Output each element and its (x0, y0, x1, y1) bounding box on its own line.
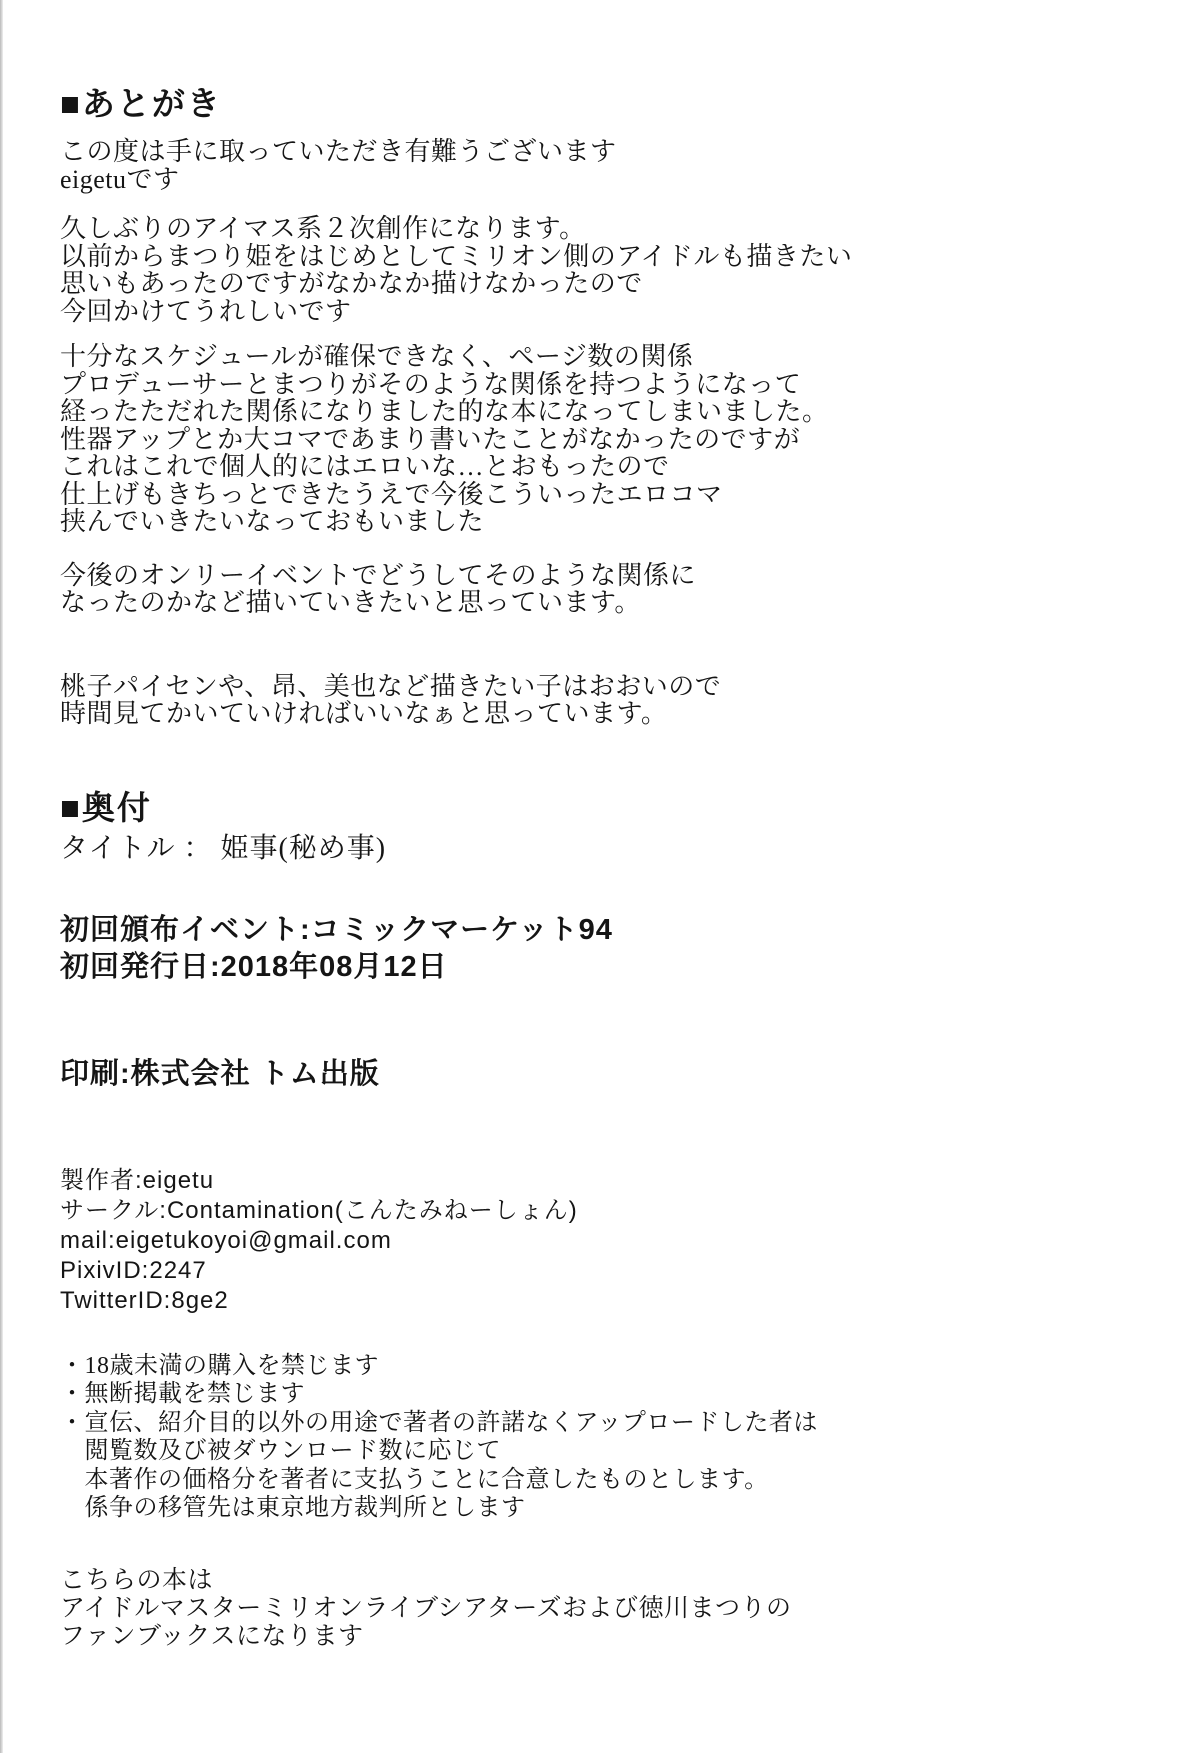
closing-line: こちらの本は (60, 1566, 214, 1594)
notice-line: ・18歳未満の購入を禁じます (60, 1352, 379, 1379)
text-line: 十分なスケジュールが確保できなく、ページ数の関係 (60, 342, 694, 371)
fanbook-note-block (60, 1567, 1160, 1651)
afterword-paragraph (60, 138, 1160, 193)
text-line: eigetuです (60, 164, 180, 194)
text-line: 挟んでいきたいなっておもいました (60, 507, 485, 536)
text-line: プロデューサーとまつりがそのような関係を持つようになって (60, 369, 802, 399)
text-line: 経ったただれた関係になりました的な本になってしまいました。 (60, 397, 829, 426)
text-line: 仕上げもきちっとできたうえで今後こういったエロコマ (60, 479, 723, 509)
text-line: これはこれで個人的にはエロいな…とおもったので (60, 452, 670, 481)
afterword-paragraph (60, 673, 1160, 728)
printing-company-line: 印刷:株式会社 トム出版 (60, 1057, 380, 1090)
book-title-line: タイトル ： 姫事(秘め事) (60, 832, 387, 864)
notice-line: ・無断掲載を禁じます (60, 1381, 305, 1407)
afterword-paragraph (60, 343, 1160, 536)
scan-edge-shadow (0, 0, 3, 1753)
release-info-block (60, 912, 1160, 986)
afterword-paragraph (60, 562, 1160, 617)
afterword-paragraph (60, 215, 1160, 325)
text-line: 今後のオンリーイベントでどうしてそのような関係に (60, 560, 697, 590)
afterword-heading: ■あとがき (60, 85, 222, 122)
text-line: 以前からまつり姫をはじめとしてミリオン側のアイドルも描きたい (60, 241, 853, 271)
notice-line: 閲覧数及び被ダウンロード数に応じて (60, 1438, 501, 1464)
circle-name-line: サークル:Contamination(こんたみねーしょん) (60, 1196, 578, 1224)
twitter-id-line: TwitterID:8ge2 (60, 1286, 229, 1314)
first-release-date-line: 初回発行日:2018年08月12日 (60, 950, 448, 983)
notice-line: ・宣伝、紹介目的以外の用途で著者の許諾なくアップロードした者は (60, 1409, 818, 1436)
notice-line: 係争の移管先は東京地方裁判所とします (60, 1495, 526, 1521)
colophon-heading: ■奥付 (60, 788, 152, 826)
colophon-section (60, 788, 1160, 1651)
text-line: なったのかなど描いていきたいと思っています。 (60, 588, 641, 617)
legal-notice-block (60, 1352, 1160, 1523)
closing-line: ファンブックスになります (60, 1622, 364, 1650)
text-line: 性器アップとか大コマであまり書いたことがなかったのですが (60, 424, 801, 454)
text-line: 今回かけてうれしいです (60, 296, 352, 326)
creator-info-block (60, 1166, 1160, 1316)
notice-line: 本著作の価格分を著者に支払うことに合意したものとします。 (60, 1466, 769, 1493)
afterword-section (60, 84, 1160, 728)
text-line: 思いもあったのですがなかなか描けなかったので (60, 269, 643, 298)
text-line: この度は手に取っていただき有難うございます (60, 137, 617, 166)
text-line: 久しぶりのアイマス系２次創作になります。 (60, 214, 586, 243)
creator-name-line: 製作者:eigetu (60, 1166, 215, 1194)
text-line: 桃子パイセンや、昂、美也など描きたい子はおおいので (60, 671, 722, 701)
closing-line: アイドルマスターミリオンライブシアターズおよび徳川まつりの (60, 1594, 792, 1622)
pixiv-id-line: PixivID:2247 (60, 1256, 207, 1284)
first-release-event-line: 初回頒布イベント:コミックマーケット94 (60, 913, 613, 946)
mail-line: mail:eigetukoyoi@gmail.com (60, 1226, 392, 1254)
text-line: 時間見てかいていければいいなぁと思っています。 (60, 699, 668, 728)
